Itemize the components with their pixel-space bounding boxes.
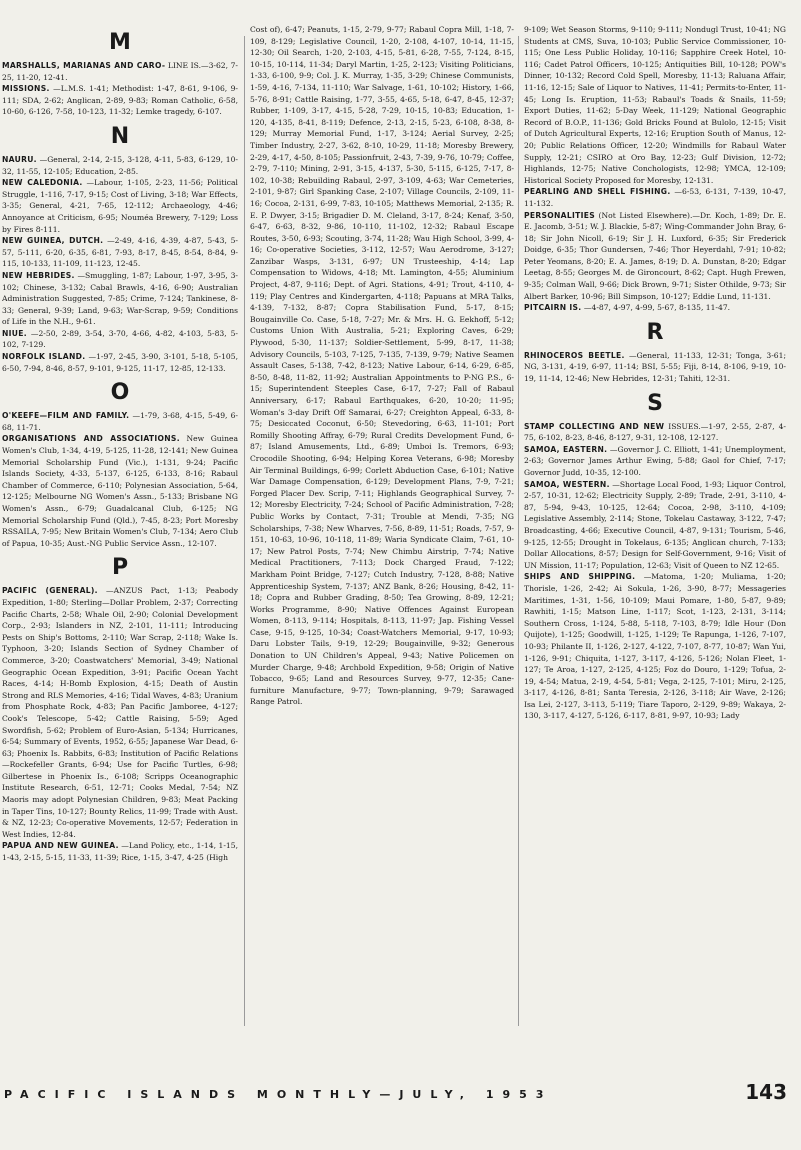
index-column-1 bbox=[2, 24, 238, 1024]
entry-references: —1-79, 3-68, 4-15, 5-49, 6-68, 11-71. bbox=[2, 411, 238, 432]
entry-heading: MARSHALLS, MARIANAS AND CARO- bbox=[2, 61, 166, 70]
entry-references: —4-87, 4-97, 4-99, 5-67, 8-135, 11-47. bbox=[583, 303, 731, 313]
section-letter: O bbox=[110, 380, 130, 406]
index-entry bbox=[2, 433, 238, 549]
index-entry bbox=[2, 351, 238, 374]
entry-heading: PEARLING AND SHELL FISHING. bbox=[524, 187, 671, 197]
section-letter: M bbox=[109, 30, 131, 55]
entry-references: ISSUES.—1-97, 2-55, 2-87, 4-75, 6-102, 8-23, 8-46, 8-127, 9-31, 12-108, 12-127. bbox=[524, 421, 786, 443]
index-entry bbox=[2, 328, 238, 351]
publication-line: PACIFIC ISLANDS MONTHLY—JULY, 1953 bbox=[4, 1088, 553, 1101]
section-letter: S bbox=[647, 390, 663, 416]
index-entry bbox=[2, 585, 238, 840]
entry-references: —L.M.S. 1-41; Methodist: 1-47, 8-61, 9-106, 9-111; SDA, 2-62; Anglican, 2-89, 9-83; Roman Catholic, 6-58, 10-60, 6-126, 7-58, 10-123, 11-32; Lemke tragedy, 6-107. bbox=[2, 84, 238, 117]
entry-heading: PITCAIRN IS. bbox=[524, 303, 582, 313]
index-entry bbox=[524, 186, 786, 209]
index-entry bbox=[524, 421, 786, 444]
entry-references: —2-49, 4-16, 4-39, 4-87, 5-43, 5-57, 5-111, 6-20, 6-35, 6-81, 7-93, 8-17, 8-45, 8-54, 8-84, 9-115, 10-133, 11-109, 11-123, 12-45. bbox=[2, 236, 238, 269]
entry-heading: O'KEEFE—FILM AND FAMILY. bbox=[2, 411, 130, 421]
index-entry bbox=[2, 410, 238, 433]
entry-references: New Guinea Women's Club, 1-34, 4-19, 5-125, 11-28, 12-141; New Guinea Memorial Scholarship Fund (Vic.), 1-131, 9-24; Pacific Islands Society, 4-33, 5-137, 6-125, 6-133, 8-16; Rabaul Chamber of Commerce, 6-110; Polynesian Association, 5-64, 12-125; Melbourne NG Women's Assn., 5-133; Brisbane NG Women's Assn., 6-79; Guadalcanal Club, 6-125; NG Memorial Scholarship Fund (Qld.), 7-45, 8-23; Port Moresby RSSAILA, 7-95; New Britain Women's Club, 7-134; Aero Club of Papua, 10-35; Aust.-NG Public Service Assn., 12-107. bbox=[2, 434, 238, 548]
entry-heading: NEW GUINEA, DUTCH. bbox=[2, 236, 104, 246]
entry-references: —1-97, 2-45, 3-90, 3-101, 5-18, 5-105, 6-50, 7-94, 8-46, 8-57, 9-101, 9-125, 11-17, 12-85, 12-133. bbox=[2, 352, 238, 373]
entry-references: —General, 11-133, 12-31; Tonga, 3-61; NG, 3-131, 4-19, 6-97, 11-14; BSI, 5-55; Fiji, 8-14, 8-106, 9-19, 10-19, 11-14, 12-46; New Hebrides, 12-31; Tahiti, 12-31. bbox=[524, 350, 786, 384]
entry-references: —Land Policy, etc., 1-14, 1-15, 1-43, 2-15, 5-15, 11-33, 11-39; Rice, 1-15, 3-47, 4-25 (High bbox=[2, 841, 238, 863]
entry-references: —ANZUS Pact, 1-13; Peabody Expedition, 1-80; Sterling—Dollar Problem, 2-37; Correcting Pacific Charts, 2-58; Whale Oil, 2-90; Colonial Development Corp., 2-93; Islanders in NZ, 2-101, 11-111; Introducing Pests on Ship's Bottoms, 2-110; War Scrap, 2-118; Wake Is. Typhoon, 3-20; Islands Section of Sydney Chamber of Commerce, 3-20; Coastwatchers' Memorial, 3-49; National Geographic Ocean Expedition, 3-91; Pacific Ocean Yacht Races, 4-14; H-Bomb Explosion, 4-15; Death of Austin Strong and RLS Memories, 4-16; Tidal Waves, 4-83; Uranium from Phosphate Rock, 4-83; Pan Pacific Jamboree, 4-127; Cook's Telescope, 5-42; Cattle Raising, 5-59; Aged Swordfish, 5-62; Problem of Euro-Asian, 5-134; Hurricanes, 6-54; Summary of Events, 1952, 6-55; Japanese War Dead, 6-63; Phoenix Is. Rabbits, 6-83; Institution of Pacific Relations—Rockefeller Grants, 6-94; Use for Pacific Turtles, 6-98; Gilbertese in Phoenix Is., 6-108; Scripps Oceanographic Institute Research, 6-51, 12-71; Cooks Medal, 7-54; NZ Maoris may adopt Polynesian Children, 9-83; Meat Packing in Taper Tins, 10-127; Bounty Relics, 11-99; Trade with Aust. & NZ, 12-23; Co-operative Movements, 12-57; Federation in West Indies, 12-84. bbox=[2, 586, 238, 839]
entry-heading: MISSIONS. bbox=[2, 84, 50, 94]
entry-references: 9-109; Wet Season Storms, 9-110; 9-111; Nondugl Trust, 10-41; NG Students at CMS, Suva, 10-103; Public Service Commissioner, 10-115; One Less Public Holiday, 10-116; Sapphire Creek Hotel, 10-116; Cadet Patrol Officers, 10-125; Antiquities Bill, 10-128; POW's Dinner, 10-132; Record Cold Spell, Moresby, 11-13; Raluana Affair, 11-16, 12-15; Sale of Liquor to Natives, 11-41; Permits-to-Enter, 11-45; Long Is. Eruption, 11-53; Rabaul's Toads & Snails, 11-59; Export Duties, 11-62; 5-Day Week, 11-129; National Geographic Record of B.O.P., 11-136; Gold Bricks Found at Bulolo, 12-15; Visit of Dutch Agricultural Experts, 12-16; Eruption South of Manus, 12-20; Public Relations Officer, 12-20; Windmills for Rabaul Water Supply, 12-21; CSIRO at Oro Bay, 12-23; Gulf Division, 12-72; Highlands, 12-75; Native Conchologists, 12-98; YMCA, 12-109; Historical Society Proposed for Moresby, 12-131. bbox=[524, 25, 786, 185]
index-entry bbox=[524, 350, 786, 385]
entry-heading: PAPUA AND NEW GUINEA. bbox=[2, 841, 119, 851]
column-divider bbox=[244, 36, 245, 1026]
index-entry bbox=[2, 235, 238, 270]
index-entry bbox=[524, 571, 786, 722]
entry-references: —Matoma, 1-20; Muliama, 1-20; Thorisle, 1-26, 2-42; Ai Sokula, 1-26, 3-90, 8-77; Messageries Maritimes, 1-31, 1-56, 10-109; Maui Pomare, 1-80, 5-87, 9-89; Rawhiti, 1-15; Matson Line, 1-117; Scot, 1-123, 2-131, 3-114; Southern Cross, 1-124, 5-88, 5-118, 7-103, 8-79; Idle Hour (Don Quijote), 1-125; Goodwill, 1-125, 1-129; Te Rapunga, 1-126, 7-107, 10-93; Philante II, 1-126, 2-127, 4-122, 7-107, 8-77, 10-87; Wan Yui, 1-126, 9-91; Chiquita, 1-127, 3-117, 4-126, 5-126; Nolan Fleet, 1-127; Te Aroa, 1-127, 2-125, 4-125; Foz do Douro, 1-129; Tofua, 2-19, 4-54; Matua, 2-19, 4-54, 5-81; Vega, 2-125, 7-101; Miru, 2-125, 3-117, 4-126, 8-81; Santa Teresia, 2-126, 3-118; Air Wave, 2-126; Isa Lei, 2-127, 3-113, 5-119; Tiare Taporo, 2-129, 9-89; Wakaya, 2-130, 3-117, 4-127, 5-126, 6-117, 8-81, 9-97, 10-93; Lady bbox=[524, 572, 786, 721]
index-entry bbox=[2, 270, 238, 328]
entry-references: Cost of), 6-47; Peanuts, 1-15, 2-79, 9-77; Rabaul Copra Mill, 1-18, 7-109, 8-129; Legislative Council, 1-20, 2-108, 4-107, 10-14, 11-15, 12-30; Oil Search, 1-20, 2-103, 4-15, 5-81, 6-28, 7-55, 7-124, 8-15, 10-15, 10-114, 11-34; Daryl Martin, 1-25, 2-123; Visiting Politicians, 1-33, 6-100, 9-9; Col. J. K. Murray, 1-35, 3-29; Chinese Communists, 1-59, 4-16, 7-134, 11-110; War Salvage, 1-61, 10-102; History, 1-66, 5-76, 8-91; Cattle Raising, 1-77, 3-55, 4-65, 5-18, 6-47, 8-45, 12-37; Rubber, 1-109, 3-17, 4-15, 5-28, 7-29, 10-15, 10-83; Education, 1-120, 4-135, 8-41, 8-119; Defence, 2-13, 2-15, 5-23, 6-108, 8-38, 8-129; Murray Memorial Fund, 1-17, 3-124; Aerial Survey, 2-25; Timber Industry, 2-27, 3-62, 8-10, 10-29, 11-18; Moresby Brewery, 2-29, 4-17, 4-50, 8-105; Passionfruit, 2-43, 7-39, 9-76, 10-79; Coffee, 2-79, 7-110; Mining, 2-91, 3-15, 4-137, 5-30, 5-115, 6-125, 7-17, 8-102, 10-38; Rebuilding Rabaul, 2-97, 3-109, 4-63; War Cemeteries, 2-101, 9-87; Girl Spanking Case, 2-107; Village Councils, 2-109, 11-16; Cocoa, 2-131, 6-99, 7-83, 10-105; Matthews Memorial, 2-135; R. E. P. Dwyer, 3-15; Brigadier D. M. Cleland, 3-17, 8-24; Kenaf, 3-50, 6-47, 6-63, 8-32, 9-86, 10-110, 11-102, 12-32; Rabaul Escape Routes, 3-50, 6-93; Scouting, 3-74, 11-28; Wau High School, 3-99, 4-16; Co-operative Societies, 3-112, 12-57; Wau Aerodrome, 3-127; Zanzibar Wasps, 3-131, 6-97; UN Trusteeship, 4-14; Lap Compensation to Widows, 4-18; Mt. Lamington, 4-55; Aluminium Project, 4-87, 9-116; Dept. of Agri. Stations, 4-91; Trout, 4-110, 4-119; Play Centres and Kindergarten, 4-118; Papuans at MRA Talks, 4-139, 7-132, 8-87; Copra Stabilisation Fund, 5-17, 8-15; Bougainville Co. Case, 5-18, 7-27; Mr. & Mrs. H. G. Eekhoff, 5-12; Customs Union With Australia, 5-21; Exploring Caves, 6-29; Plywood, 5-30, 11-137; Soldier-Settlement, 5-99, 8-17, 11-38; Advisory Councils, 5-103, 7-125, 7-135, 7-139, 9-79; Native Seamen Assault Cases, 5-138, 7-42, 8-123; Native Labour, 6-14, 6-29, 6-85, 8-50, 8-48, 11-82, 11-92; Australian Appointments to P-NG P.S., 6-15; Superintendent Steeples Case, 6-17, 7-27; Fall of Rabaul Anniversary, 6-17; Rabaul Earthquakes, 6-20, 10-20; 11-95; Woman's 3-day Drift Off Samarai, 6-27; Creighton Appeal, 6-33, 8-75; Desiccated Coconut, 6-50; Stevedoring, 6-63, 11-101; Port Romilly Shooting Affray, 6-79; Rural Credits Development Fund, 6-87; Island Amusements, Ltd., 6-89; Umboi Is. Tremors, 6-93; Crocodile Shooting, 6-94; Helping Korea Veterans, 6-98; Moresby Air Terminal Buildings, 6-99; Corlett Abduction Case, 6-101; Native War Damage Compensation, 6-129; Development Plans, 7-9, 7-21; Forged Placer Dev. Scrip, 7-11; Highlands Geographical Survey, 7-12; Moresby Electricity, 7-24; School of Pacific Administration, 7-28; Public Works by Contact, 7-31; Trouble at Mendi, 7-35; NG Scholarships, 7-38; New Wharves, 7-56, 8-89, 11-51; Roads, 7-57, 9-151, 10-63, 10-96, 10-118, 11-89; Waria Syndicate Claim, 7-61, 10-17; New Patrol Posts, 7-74; New Chimbu Airstrip, 7-74; Native Medical Practitioners, 7-113; Dock Charged Fraud, 7-122; Markham Point Bridge, 7-127; Cutch Industry, 7-128, 8-88; Native Apprenticeship System, 7-137; ANZ Bank, 8-26; Housing, 8-42, 11-18; Copra and Rubber Grading, 8-50; Tea Growing, 8-89, 12-21; Works Programme, 8-90; Native Offences Against European Women, 8-113, 9-114; Hospitals, 8-113, 11-97; Jap. Fishing Vessel Case, 9-15, 9-125, 10-34; Coast-Watchers Memorial, 9-17, 10-93; Daru Lobster Tails, 9-19, 12-29; Bougainville, 9-32; Generous Donation to UN Children's Appeal, 9-43; Native Policemen on Murder Charge, 9-48; Archbold Expedition, 9-58; Origin of Native Tobacco, 9-65; Land and Resources Survey, 9-77, 12-35; Cane-furniture Manufacture, 9-77; Town-planning, 9-79; Sarawaged Range Patrol. bbox=[250, 25, 514, 707]
entry-references: —6-53, 6-131, 7-139, 10-47, 11-132. bbox=[524, 187, 786, 208]
index-entry bbox=[524, 24, 786, 186]
entry-references: —General, 2-14, 2-15, 3-128, 4-11, 5-83, 6-129, 10-32, 11-55, 12-105; Education, 2-85. bbox=[2, 154, 238, 176]
entry-references: —Shortage Local Food, 1-93; Liquor Control, 2-57, 10-31, 12-62; Electricity Supply, 2-89; Trade, 2-91, 3-110, 4-87, 5-94, 9-43, 10-125, 12-64; Cocoa, 2-98, 3-110, 4-109; Legislative Assembly, 2-114; Stone, Tokelau Castaway, 3-122, 7-47; Broadcasting, 4-66; Executive Council, 4-87, 9-131; Tourism, 5-46, 9-125, 12-55; Drought in Tokelaus, 6-135; Anglican church, 7-133; Dollar Allocations, 8-57; Design for Self-Government, 9-16; Visit of UN Mission, 11-17; Population, 12-63; Visit of Queen to NZ 12-65. bbox=[524, 479, 786, 570]
entry-heading: SAMOA, EASTERN. bbox=[524, 444, 608, 454]
section-letter: P bbox=[111, 555, 129, 581]
section-letter: R bbox=[646, 319, 664, 345]
index-entry bbox=[524, 444, 786, 479]
index-column-2 bbox=[250, 24, 514, 1024]
entry-heading: NORFOLK ISLAND. bbox=[2, 352, 86, 362]
index-entry bbox=[2, 177, 238, 235]
entry-heading: STAMP COLLECTING AND NEW bbox=[524, 421, 665, 431]
index-column-3 bbox=[524, 24, 786, 1024]
entry-heading: RHINOCEROS BEETLE. bbox=[524, 350, 625, 360]
entry-references: LINE IS.—3-62, 7-25, 11-20, 12-41. bbox=[2, 61, 238, 82]
page-number: 143 bbox=[745, 1080, 787, 1104]
page-footer bbox=[0, 1080, 801, 1110]
entry-heading: PACIFIC (GENERAL). bbox=[2, 586, 98, 596]
column-divider bbox=[518, 36, 519, 1026]
index-entry bbox=[2, 840, 238, 863]
index-entry bbox=[524, 479, 786, 572]
index-entry bbox=[2, 60, 238, 83]
entry-references: —Smuggling, 1-87; Labour, 1-97, 3-95, 3-102; Chinese, 3-132; Cabal Brawls, 4-16, 6-90; Australian Administration Suggested, 7-85; Crime, 7-124; Tankinese, 8-33; General, 9-39; Land, 9-63; War-Scrap, 9-59; Conditions of Life in the N.H., 9-61. bbox=[2, 270, 238, 327]
index-entry bbox=[524, 302, 786, 314]
entry-heading: NEW HEBRIDES. bbox=[2, 270, 75, 280]
index-entry bbox=[524, 210, 786, 303]
index-entry bbox=[2, 154, 238, 177]
index-entry bbox=[2, 83, 238, 118]
index-entry bbox=[250, 24, 514, 708]
entry-heading: ORGANISATIONS AND ASSOCIATIONS. bbox=[2, 434, 180, 444]
entry-references: —Labour, 1-105, 2-23, 11-56; Political Struggle, 1-116, 7-17, 9-15; Cost of Living, 3-18; War Effects, 3-35; General, 4-21, 7-65, 12-112; Archaeology, 4-46; Annoyance at Criticism, 6-95; Nouméa Brewery, 7-129; Loss by Fires 8-111. bbox=[2, 178, 238, 234]
entry-heading: NAURU. bbox=[2, 154, 37, 164]
entry-heading: NIUE. bbox=[2, 328, 27, 338]
entry-references: (Not Listed Elsewhere).—Dr. Koch, 1-89; Dr. E. E. Jacomb, 3-51; W. J. Blackie, 5-87; Wing-Commander John Bray, 6-18; Sir John Nicoll, 6-19; Sir J. H. Luxford, 6-35; Sir Frederick Doidge, 6-35; Thor Gundersen, 7-46; Thor Heyerdahl, 7-91; 10-82; Peter Yeomans, 8-20; E. A. James, 8-19; D. A. Dunstan, 8-20; Edgar Leetag, 8-55; Georges M. de Gironcourt, 8-62; Capt. Hugh Frewen, 9-35; Colman Wall, 9-66; Dick Brown, 9-71; Sister Othilde, 9-73; Sir Albert Barker, 10-96; Bill Simpson, 10-127; Eddie Lund, 11-131. bbox=[524, 210, 786, 301]
entry-references: —2-50, 2-89, 3-54, 3-70, 4-66, 4-82, 4-103, 5-83, 5-102, 7-129. bbox=[2, 328, 238, 350]
entry-heading: SHIPS AND SHIPPING. bbox=[524, 572, 636, 582]
entry-heading: SAMOA, WESTERN. bbox=[524, 479, 610, 489]
entry-references: —Governor J. C. Elliott, 1-41; Unemployment, 2-63; Governor James Arthur Ewing, 5-88; Gaol for Chief, 7-17; Governor Judd, 10-35, 12-100. bbox=[524, 444, 786, 477]
section-letter: N bbox=[110, 123, 130, 149]
entry-heading: NEW CALEDONIA. bbox=[2, 178, 83, 188]
entry-heading: PERSONALITIES bbox=[524, 210, 595, 220]
